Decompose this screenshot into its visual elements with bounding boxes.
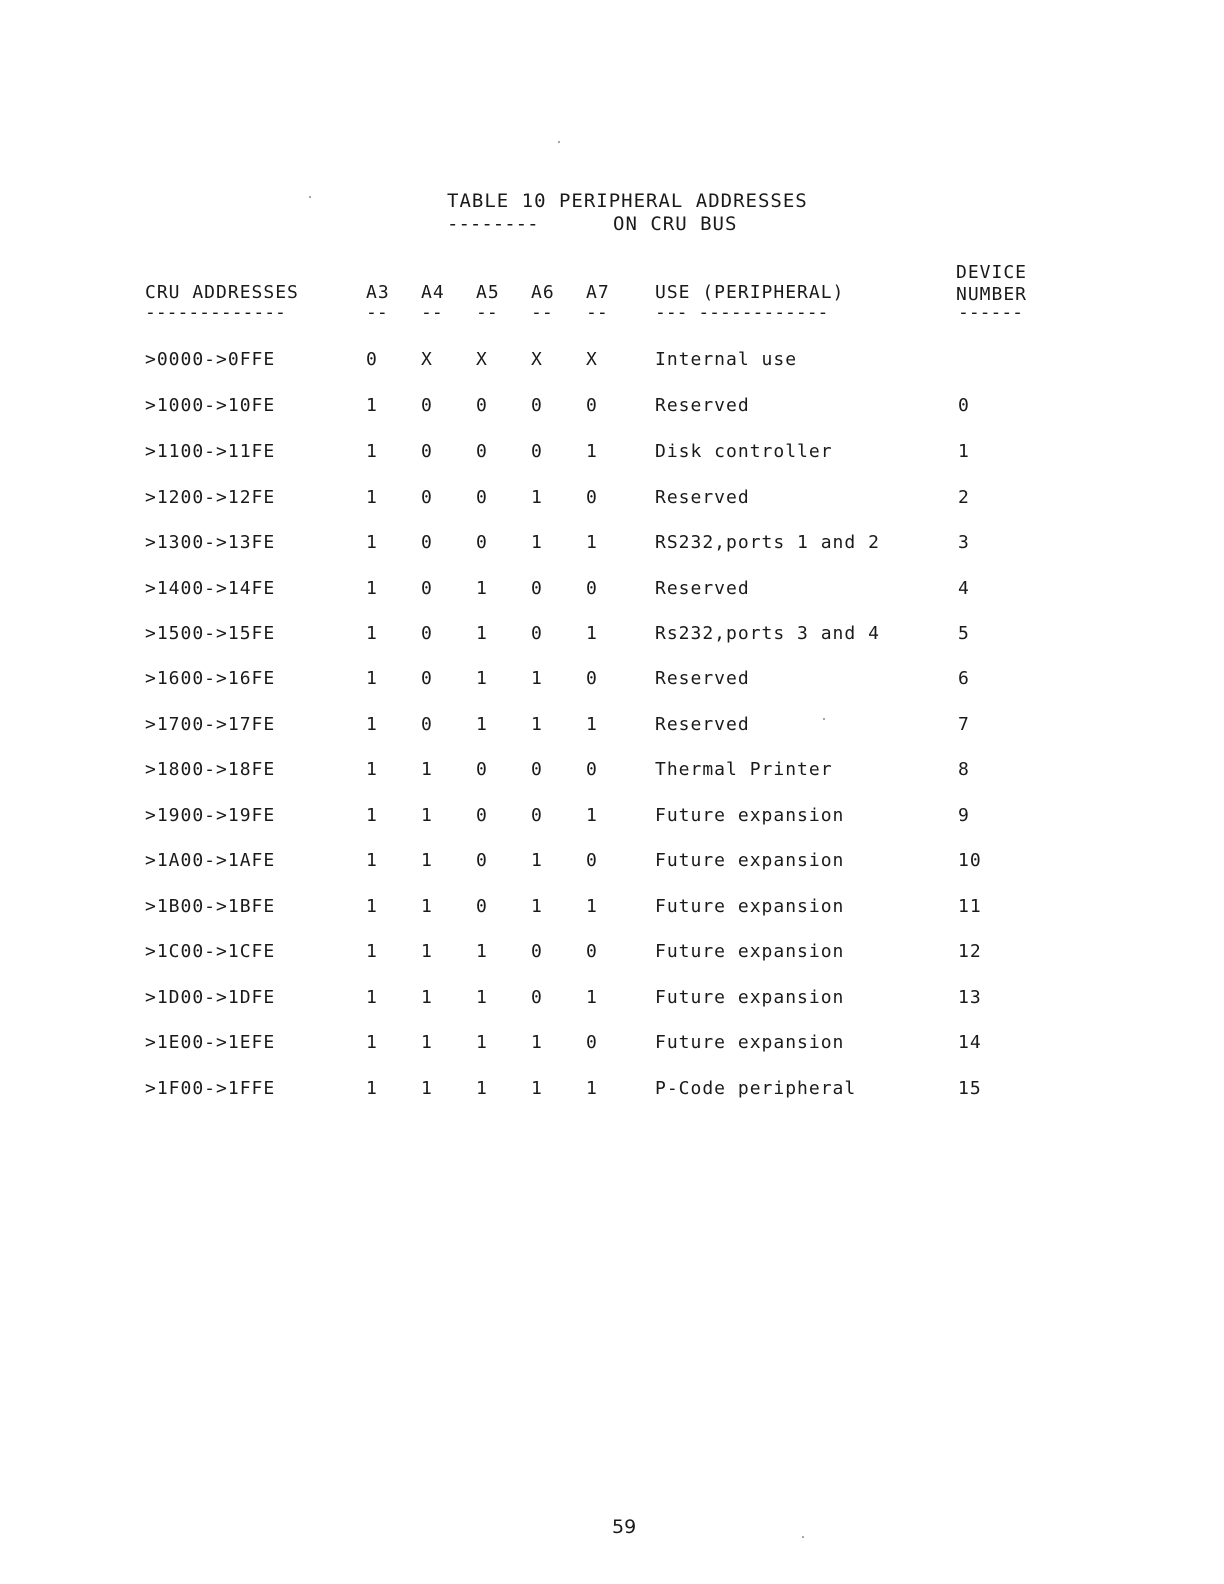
cell-use: Reserved	[655, 714, 750, 735]
cell-a6: 0	[531, 805, 543, 826]
cell-a4: 0	[421, 441, 433, 462]
cell-address: >1F00->1FFE	[145, 1078, 276, 1099]
table-row	[0, 1032, 1224, 1062]
cell-a4: 0	[421, 714, 433, 735]
cell-a6: 0	[531, 759, 543, 780]
cell-device-number: 15	[958, 1078, 982, 1099]
cell-address: >1600->16FE	[145, 668, 276, 689]
cell-address: >1D00->1DFE	[145, 987, 276, 1008]
cell-use: Reserved	[655, 668, 750, 689]
header-a5: A5	[476, 282, 500, 303]
cell-device-number: 9	[958, 805, 970, 826]
cell-a4: 0	[421, 532, 433, 553]
cell-a7: 1	[586, 1078, 598, 1099]
cell-a6: 1	[531, 668, 543, 689]
table-row	[0, 759, 1224, 789]
cell-a4: 1	[421, 987, 433, 1008]
cell-a7: 1	[586, 896, 598, 917]
cell-address: >1A00->1AFE	[145, 850, 276, 871]
underline-a4: --	[421, 302, 443, 323]
header-device-line1: DEVICE	[956, 262, 1028, 283]
cell-use: Reserved	[655, 395, 750, 416]
cell-a7: 1	[586, 805, 598, 826]
cell-use: Future expansion	[655, 1032, 845, 1053]
cell-a3: 1	[366, 623, 378, 644]
cell-address: >1100->11FE	[145, 441, 276, 462]
cell-a3: 1	[366, 850, 378, 871]
table-row	[0, 578, 1224, 608]
cell-a4: 1	[421, 896, 433, 917]
cell-a7: 0	[586, 395, 598, 416]
cell-a5: 1	[476, 1032, 488, 1053]
cell-a6: X	[531, 349, 543, 370]
cell-address: >1900->19FE	[145, 805, 276, 826]
cell-device-number: 4	[958, 578, 970, 599]
cell-a6: 0	[531, 395, 543, 416]
table-row	[0, 395, 1224, 425]
cell-a6: 0	[531, 941, 543, 962]
cell-use: P-Code peripheral	[655, 1078, 857, 1099]
cell-a5: 1	[476, 1078, 488, 1099]
table-row	[0, 668, 1224, 698]
cell-a3: 1	[366, 759, 378, 780]
cell-address: >1000->10FE	[145, 395, 276, 416]
cell-a5: 0	[476, 395, 488, 416]
cell-a7: 1	[586, 441, 598, 462]
header-a6: A6	[531, 282, 555, 303]
cell-a4: X	[421, 349, 433, 370]
table-title: TABLE 10 PERIPHERAL ADDRESSES	[447, 190, 808, 212]
cell-a4: 0	[421, 623, 433, 644]
cell-a7: X	[586, 349, 598, 370]
table-row	[0, 349, 1224, 379]
cell-a5: X	[476, 349, 488, 370]
cell-a6: 0	[531, 623, 543, 644]
cell-a5: 0	[476, 850, 488, 871]
cell-a7: 0	[586, 578, 598, 599]
underline-a7: --	[586, 302, 608, 323]
table-title-underline: --------	[447, 213, 539, 235]
cell-address: >1300->13FE	[145, 532, 276, 553]
cell-address: >1500->15FE	[145, 623, 276, 644]
scan-speck	[823, 718, 825, 720]
cell-address: >1200->12FE	[145, 487, 276, 508]
cell-a3: 1	[366, 532, 378, 553]
cell-device-number: 10	[958, 850, 982, 871]
table-row	[0, 850, 1224, 880]
cell-a5: 0	[476, 896, 488, 917]
cell-a6: 1	[531, 1032, 543, 1053]
cell-a3: 1	[366, 987, 378, 1008]
scan-speck	[558, 141, 560, 143]
table-row	[0, 941, 1224, 971]
cell-device-number: 1	[958, 441, 970, 462]
table-row	[0, 714, 1224, 744]
cell-a3: 1	[366, 668, 378, 689]
cell-address: >1800->18FE	[145, 759, 276, 780]
cell-a4: 0	[421, 395, 433, 416]
cell-address: >0000->0FFE	[145, 349, 276, 370]
cell-a5: 1	[476, 987, 488, 1008]
cell-address: >1C00->1CFE	[145, 941, 276, 962]
cell-a5: 0	[476, 805, 488, 826]
cell-a5: 0	[476, 759, 488, 780]
cell-device-number: 5	[958, 623, 970, 644]
table-row	[0, 487, 1224, 517]
table-row	[0, 441, 1224, 471]
cell-address: >1E00->1EFE	[145, 1032, 276, 1053]
cell-a4: 1	[421, 1078, 433, 1099]
cell-device-number: 13	[958, 987, 982, 1008]
table-row	[0, 805, 1224, 835]
table-row	[0, 1078, 1224, 1108]
cell-a4: 1	[421, 941, 433, 962]
cell-a7: 1	[586, 532, 598, 553]
cell-a7: 0	[586, 941, 598, 962]
cell-a6: 1	[531, 1078, 543, 1099]
cell-a5: 0	[476, 532, 488, 553]
cell-a4: 1	[421, 759, 433, 780]
cell-device-number: 8	[958, 759, 970, 780]
cell-a3: 1	[366, 714, 378, 735]
cell-a6: 0	[531, 987, 543, 1008]
cell-device-number: 2	[958, 487, 970, 508]
cell-a6: 1	[531, 487, 543, 508]
cell-a4: 1	[421, 850, 433, 871]
cell-use: Future expansion	[655, 941, 845, 962]
underline-a3: --	[366, 302, 388, 323]
cell-a3: 1	[366, 1078, 378, 1099]
cell-use: Future expansion	[655, 850, 845, 871]
table-row	[0, 896, 1224, 926]
cell-device-number: 6	[958, 668, 970, 689]
cell-a5: 1	[476, 941, 488, 962]
page-number: 59	[612, 1516, 637, 1538]
header-a3: A3	[366, 282, 390, 303]
cell-a6: 1	[531, 850, 543, 871]
cell-use: Internal use	[655, 349, 798, 370]
cell-a4: 0	[421, 487, 433, 508]
cell-a3: 1	[366, 441, 378, 462]
cell-a3: 1	[366, 395, 378, 416]
cell-a6: 0	[531, 578, 543, 599]
cell-use: RS232,ports 1 and 2	[655, 532, 880, 553]
cell-device-number: 3	[958, 532, 970, 553]
cell-a4: 0	[421, 578, 433, 599]
cell-use: Future expansion	[655, 987, 845, 1008]
table-row	[0, 623, 1224, 653]
cell-address: >1700->17FE	[145, 714, 276, 735]
header-a4: A4	[421, 282, 445, 303]
cell-use: Rs232,ports 3 and 4	[655, 623, 880, 644]
cell-use: Disk controller	[655, 441, 833, 462]
cell-use: Future expansion	[655, 896, 845, 917]
cell-a7: 1	[586, 987, 598, 1008]
cell-use: Future expansion	[655, 805, 845, 826]
underline-use: --- ------------	[655, 302, 829, 323]
cell-use: Reserved	[655, 487, 750, 508]
cell-a4: 1	[421, 1032, 433, 1053]
cell-a6: 1	[531, 714, 543, 735]
cell-device-number: 0	[958, 395, 970, 416]
cell-device-number: 11	[958, 896, 982, 917]
header-cru-addresses: CRU ADDRESSES	[145, 282, 299, 303]
table-row	[0, 532, 1224, 562]
cell-a7: 0	[586, 759, 598, 780]
cell-a3: 1	[366, 896, 378, 917]
underline-cru-addresses: -------------	[145, 302, 286, 323]
cell-device-number: 12	[958, 941, 982, 962]
cell-a6: 1	[531, 532, 543, 553]
cell-a7: 0	[586, 668, 598, 689]
cell-address: >1B00->1BFE	[145, 896, 276, 917]
cell-a5: 1	[476, 578, 488, 599]
cell-device-number: 14	[958, 1032, 982, 1053]
cell-a6: 1	[531, 896, 543, 917]
header-a7: A7	[586, 282, 610, 303]
cell-a7: 0	[586, 1032, 598, 1053]
cell-a5: 0	[476, 441, 488, 462]
cell-a6: 0	[531, 441, 543, 462]
cell-a7: 1	[586, 714, 598, 735]
underline-a5: --	[476, 302, 498, 323]
scan-speck	[309, 196, 311, 198]
underline-device: ------	[958, 302, 1024, 323]
cell-device-number: 7	[958, 714, 970, 735]
cell-use: Thermal Printer	[655, 759, 833, 780]
cell-a5: 1	[476, 623, 488, 644]
cell-a4: 0	[421, 668, 433, 689]
cell-a3: 1	[366, 941, 378, 962]
table-row	[0, 987, 1224, 1017]
cell-a3: 1	[366, 578, 378, 599]
cell-a4: 1	[421, 805, 433, 826]
scan-speck	[802, 1536, 804, 1538]
cell-a5: 0	[476, 487, 488, 508]
cell-use: Reserved	[655, 578, 750, 599]
cell-a3: 0	[366, 349, 378, 370]
cell-a3: 1	[366, 487, 378, 508]
header-use: USE (PERIPHERAL)	[655, 282, 845, 303]
underline-a6: --	[531, 302, 553, 323]
cell-a3: 1	[366, 805, 378, 826]
cell-a7: 0	[586, 487, 598, 508]
table-subtitle: ON CRU BUS	[613, 213, 738, 235]
cell-address: >1400->14FE	[145, 578, 276, 599]
cell-a7: 1	[586, 623, 598, 644]
cell-a5: 1	[476, 714, 488, 735]
cell-a5: 1	[476, 668, 488, 689]
cell-a3: 1	[366, 1032, 378, 1053]
cell-a7: 0	[586, 850, 598, 871]
header-device-line2: NUMBER	[956, 284, 1028, 305]
